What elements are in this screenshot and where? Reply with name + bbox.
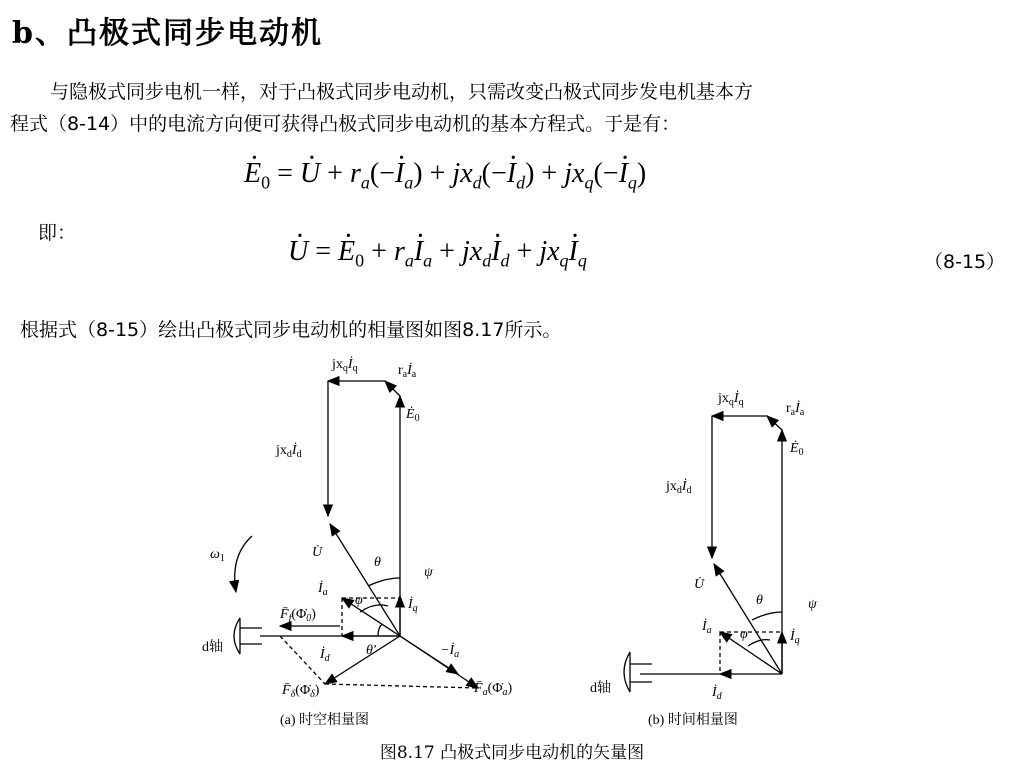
equation-2: · U = · $E_0 + r_a\cdot I_a + jx_d\cdot I_d + jx_q\cdot I_q$ — [288, 236, 587, 272]
ji-label: 即： — [38, 222, 77, 244]
svg-text:U̇: U̇ — [312, 545, 323, 560]
svg-text:φ: φ — [355, 593, 363, 608]
svg-text:raİa: $r_aİ_a$ — [786, 401, 805, 418]
figure-caption: 图8.17 凸极式同步电动机的矢量图 — [379, 743, 645, 763]
svg-text:İa: $İ_a$ — [318, 581, 328, 598]
svg-text:F̄δ(Φ̇δ): $F̄_\delta(\Phi̇_\delta)$ — [282, 683, 320, 700]
svg-text:θ': θ' — [366, 643, 376, 658]
svg-text:ψ: ψ — [424, 565, 433, 580]
phasor-diagram-figure — [200, 346, 830, 732]
svg-text:ω1: $\omega_1$ — [210, 547, 225, 564]
svg-text:φ: φ — [740, 627, 748, 642]
figure-reference-paragraph: 根据式（8-15）绘出凸极式同步电动机的相量图如图8.17所示。 — [20, 319, 562, 341]
svg-text:Ė0: $Ė_0$ — [406, 407, 420, 424]
section-title: b、凸极式同步电动机 — [12, 16, 323, 51]
svg-text:İq: $İ_q$ — [790, 629, 800, 646]
diagram-a — [234, 381, 478, 688]
intro-line-2: 程式（8-14）中的电流方向便可获得凸极式同步电动机的基本方程式。于是有： — [10, 113, 681, 135]
svg-text:İd: $İ_d$ — [712, 685, 722, 702]
svg-text:U̇: U̇ — [694, 577, 705, 592]
caption-a: (a) 时空相量图 — [280, 713, 370, 728]
svg-text:−İa: $-İ_a$ — [440, 643, 460, 660]
equation-number: （8-15） — [924, 251, 1006, 273]
caption-b: (b) 时间相量图 — [648, 713, 738, 728]
svg-text:F̄a(Φ̇a): $F̄_a(\Phi̇_a)$ — [474, 681, 513, 698]
u-phasor — [330, 524, 400, 636]
svg-text:raİa: $r_aİ_a$ — [398, 363, 417, 380]
equation-1: · $E_0$ = · $U + r_a(-\cdot I_a) + jx_d(-\cdot I_d) + jx_q(-\cdot I_q)$ — [244, 158, 646, 194]
intro-paragraph — [10, 76, 1010, 140]
svg-text:İq: $İ_q$ — [408, 597, 418, 614]
svg-text:θ: θ — [374, 555, 381, 570]
svg-text:jxqİq: $jx_qİ_q$ — [332, 357, 358, 374]
svg-text:θ: θ — [756, 593, 763, 608]
d-axis-label-b: d轴 — [590, 681, 611, 696]
svg-text:jxdİd: $jx_dİ_d$ — [666, 479, 692, 496]
d-axis-label-a: d轴 — [202, 640, 223, 655]
svg-text:İd: $İ_d$ — [320, 647, 330, 664]
svg-text:ψ: ψ — [808, 597, 817, 612]
svg-text:İa: $İ_a$ — [702, 619, 712, 636]
diagram-b — [624, 416, 782, 692]
svg-text:Ė0: $Ė_0$ — [790, 441, 804, 458]
svg-text:jxdİd: $jx_dİ_d$ — [276, 443, 302, 460]
diagram-a-labels — [202, 356, 512, 728]
svg-text:F̄f(Φ̇0): $F̄_f(\Phi̇_0)$ — [280, 607, 316, 624]
intro-line-1: 与隐极式同步电机一样，对于凸极式同步电动机，只需改变凸极式同步发电机基本方 — [50, 81, 754, 103]
svg-text:jxqİq: $jx_qİ_q$ — [718, 391, 744, 408]
